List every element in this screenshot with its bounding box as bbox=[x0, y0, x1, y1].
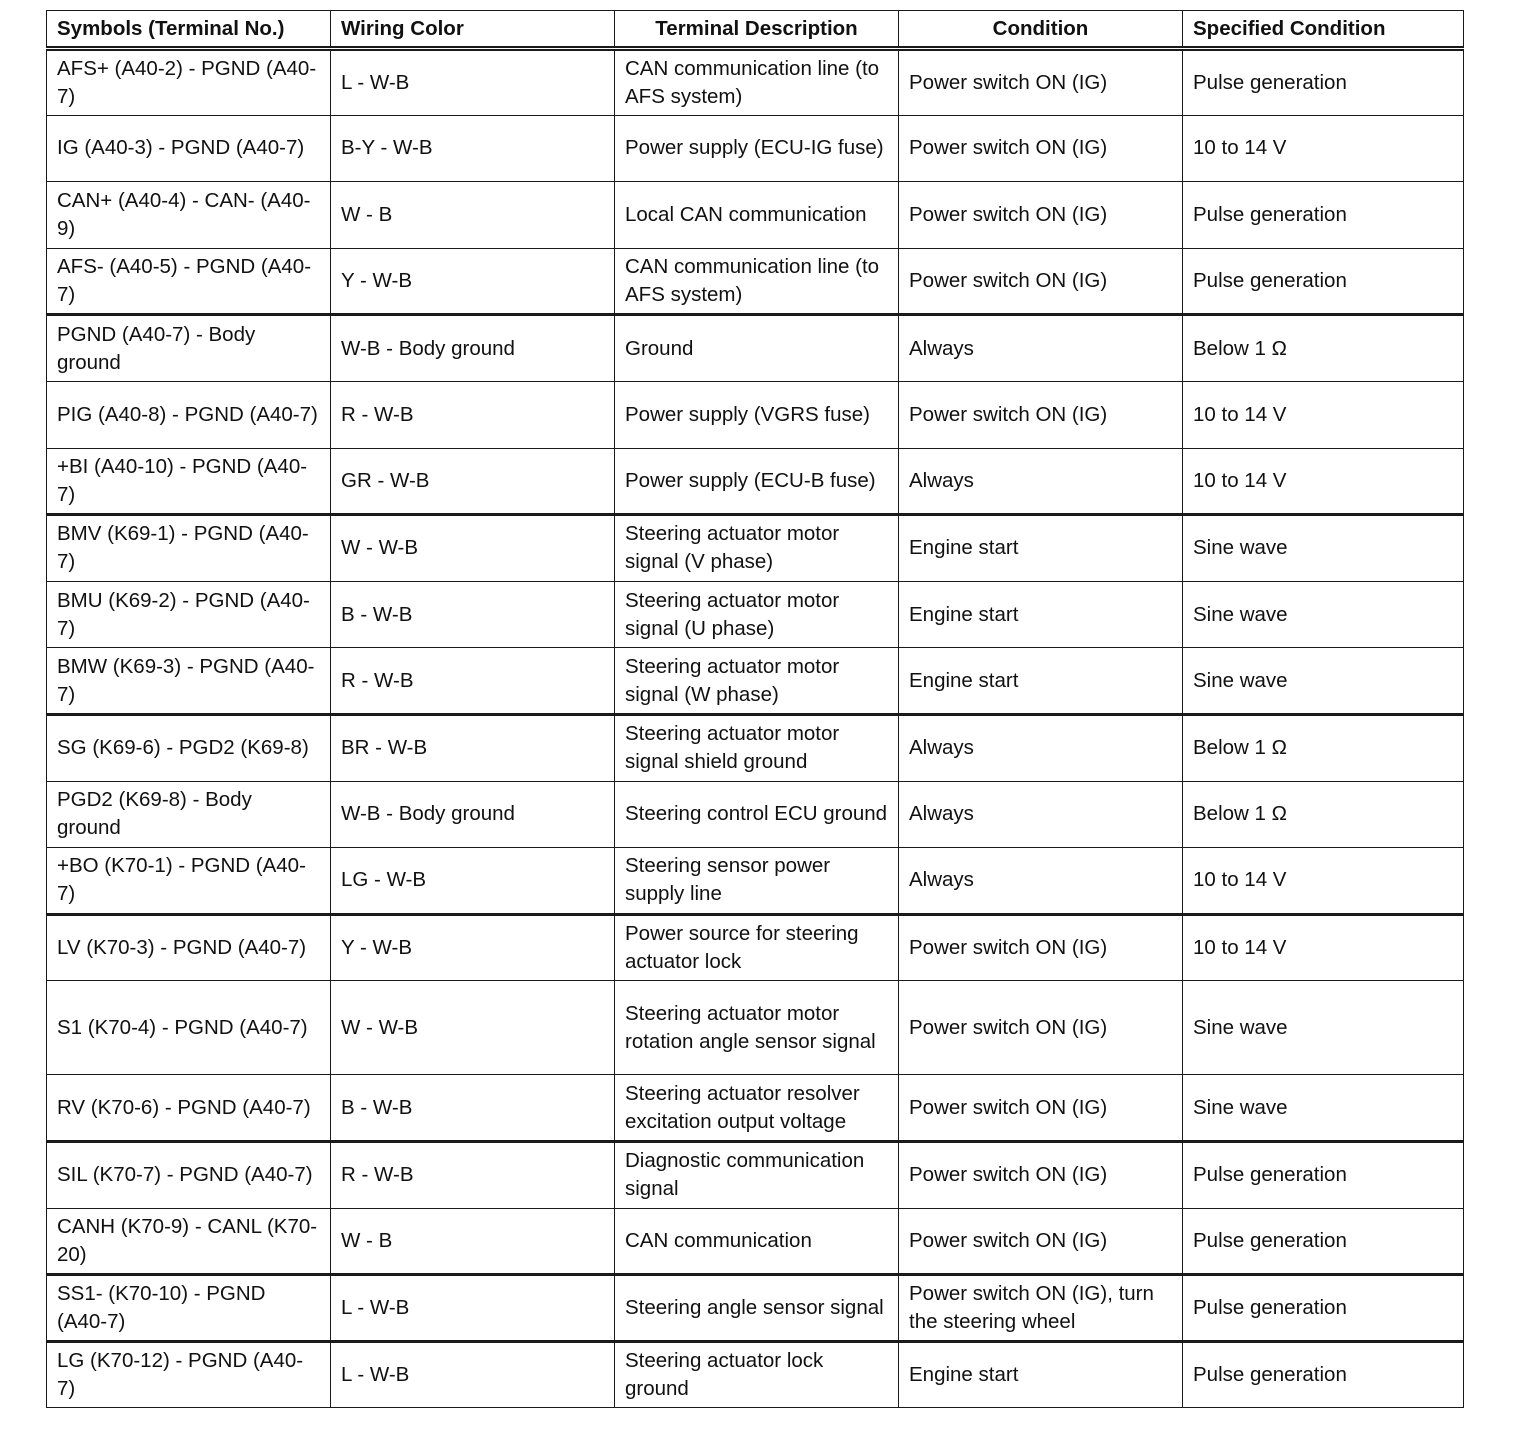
cell-terminal-description: Diagnostic communication signal bbox=[615, 1141, 899, 1208]
cell-condition: Power switch ON (IG) bbox=[899, 182, 1183, 249]
cell-condition: Power switch ON (IG) bbox=[899, 914, 1183, 981]
cell-condition: Power switch ON (IG) bbox=[899, 115, 1183, 182]
cell-symbols: SIL (K70-7) - PGND (A40-7) bbox=[47, 1141, 331, 1208]
table-row bbox=[47, 1075, 1464, 1142]
cell-wiring-color: R - W-B bbox=[331, 648, 615, 715]
cell-terminal-description: Steering control ECU ground bbox=[615, 781, 899, 848]
cell-specified-condition: 10 to 14 V bbox=[1183, 848, 1464, 915]
table-row bbox=[47, 315, 1464, 382]
table-row bbox=[47, 781, 1464, 848]
cell-terminal-description: Ground bbox=[615, 315, 899, 382]
cell-wiring-color: R - W-B bbox=[331, 1141, 615, 1208]
cell-condition: Power switch ON (IG), turn the steering wheel bbox=[899, 1275, 1183, 1342]
header-condition: Condition bbox=[899, 11, 1183, 49]
cell-wiring-color: B - W-B bbox=[331, 1075, 615, 1142]
cell-symbols: LG (K70-12) - PGND (A40-7) bbox=[47, 1341, 331, 1408]
cell-condition: Power switch ON (IG) bbox=[899, 1208, 1183, 1275]
cell-symbols: +BI (A40-10) - PGND (A40-7) bbox=[47, 448, 331, 515]
header-wiring-color: Wiring Color bbox=[331, 11, 615, 49]
cell-condition: Always bbox=[899, 848, 1183, 915]
cell-condition: Always bbox=[899, 781, 1183, 848]
cell-symbols: +BO (K70-1) - PGND (A40-7) bbox=[47, 848, 331, 915]
table-row bbox=[47, 115, 1464, 182]
cell-condition: Power switch ON (IG) bbox=[899, 49, 1183, 116]
table-row bbox=[47, 848, 1464, 915]
cell-symbols: S1 (K70-4) - PGND (A40-7) bbox=[47, 981, 331, 1075]
cell-condition: Engine start bbox=[899, 581, 1183, 648]
cell-terminal-description: Power supply (ECU-IG fuse) bbox=[615, 115, 899, 182]
cell-wiring-color: W - W-B bbox=[331, 515, 615, 582]
cell-wiring-color: W - B bbox=[331, 182, 615, 249]
cell-wiring-color: R - W-B bbox=[331, 381, 615, 448]
cell-condition: Power switch ON (IG) bbox=[899, 1075, 1183, 1142]
cell-symbols: BMU (K69-2) - PGND (A40-7) bbox=[47, 581, 331, 648]
cell-symbols: CAN+ (A40-4) - CAN- (A40-9) bbox=[47, 182, 331, 249]
cell-terminal-description: Steering actuator motor signal (V phase) bbox=[615, 515, 899, 582]
cell-specified-condition: Below 1 Ω bbox=[1183, 781, 1464, 848]
table-header-row bbox=[47, 11, 1464, 49]
table-row bbox=[47, 381, 1464, 448]
table-row bbox=[47, 581, 1464, 648]
cell-condition: Always bbox=[899, 714, 1183, 781]
cell-wiring-color: Y - W-B bbox=[331, 914, 615, 981]
table-row bbox=[47, 248, 1464, 315]
cell-condition: Power switch ON (IG) bbox=[899, 981, 1183, 1075]
cell-specified-condition: 10 to 14 V bbox=[1183, 115, 1464, 182]
cell-specified-condition: Pulse generation bbox=[1183, 248, 1464, 315]
cell-specified-condition: Pulse generation bbox=[1183, 1275, 1464, 1342]
table-row bbox=[47, 981, 1464, 1075]
cell-symbols: SG (K69-6) - PGD2 (K69-8) bbox=[47, 714, 331, 781]
cell-terminal-description: Steering actuator resolver excitation output voltage bbox=[615, 1075, 899, 1142]
cell-specified-condition: Pulse generation bbox=[1183, 1141, 1464, 1208]
cell-wiring-color: L - W-B bbox=[331, 49, 615, 116]
cell-condition: Always bbox=[899, 315, 1183, 382]
cell-condition: Power switch ON (IG) bbox=[899, 381, 1183, 448]
cell-specified-condition: Below 1 Ω bbox=[1183, 714, 1464, 781]
cell-symbols: BMV (K69-1) - PGND (A40-7) bbox=[47, 515, 331, 582]
cell-terminal-description: Steering actuator motor signal (U phase) bbox=[615, 581, 899, 648]
table-row bbox=[47, 714, 1464, 781]
cell-terminal-description: CAN communication line (to AFS system) bbox=[615, 49, 899, 116]
cell-symbols: PIG (A40-8) - PGND (A40-7) bbox=[47, 381, 331, 448]
header-terminal-description: Terminal Description bbox=[615, 11, 899, 49]
table-row bbox=[47, 49, 1464, 116]
cell-specified-condition: 10 to 14 V bbox=[1183, 914, 1464, 981]
cell-symbols: BMW (K69-3) - PGND (A40-7) bbox=[47, 648, 331, 715]
cell-symbols: CANH (K70-9) - CANL (K70-20) bbox=[47, 1208, 331, 1275]
cell-wiring-color: L - W-B bbox=[331, 1341, 615, 1408]
cell-terminal-description: Steering actuator motor rotation angle sensor signal bbox=[615, 981, 899, 1075]
cell-terminal-description: Steering actuator motor signal shield ground bbox=[615, 714, 899, 781]
cell-wiring-color: B-Y - W-B bbox=[331, 115, 615, 182]
terminal-spec-table bbox=[46, 10, 1464, 1408]
cell-wiring-color: BR - W-B bbox=[331, 714, 615, 781]
cell-terminal-description: Power supply (VGRS fuse) bbox=[615, 381, 899, 448]
table-row bbox=[47, 1141, 1464, 1208]
cell-terminal-description: Power source for steering actuator lock bbox=[615, 914, 899, 981]
cell-wiring-color: L - W-B bbox=[331, 1275, 615, 1342]
cell-symbols: PGD2 (K69-8) - Body ground bbox=[47, 781, 331, 848]
cell-specified-condition: Sine wave bbox=[1183, 981, 1464, 1075]
table-row bbox=[47, 914, 1464, 981]
cell-terminal-description: CAN communication line (to AFS system) bbox=[615, 248, 899, 315]
cell-condition: Always bbox=[899, 448, 1183, 515]
cell-wiring-color: LG - W-B bbox=[331, 848, 615, 915]
table-row bbox=[47, 1341, 1464, 1408]
cell-specified-condition: Below 1 Ω bbox=[1183, 315, 1464, 382]
table-row bbox=[47, 1208, 1464, 1275]
table-row bbox=[47, 1275, 1464, 1342]
cell-specified-condition: 10 to 14 V bbox=[1183, 448, 1464, 515]
cell-wiring-color: GR - W-B bbox=[331, 448, 615, 515]
cell-wiring-color: W - W-B bbox=[331, 981, 615, 1075]
cell-specified-condition: Sine wave bbox=[1183, 1075, 1464, 1142]
cell-condition: Engine start bbox=[899, 648, 1183, 715]
cell-condition: Engine start bbox=[899, 1341, 1183, 1408]
cell-wiring-color: Y - W-B bbox=[331, 248, 615, 315]
cell-wiring-color: B - W-B bbox=[331, 581, 615, 648]
cell-symbols: AFS- (A40-5) - PGND (A40-7) bbox=[47, 248, 331, 315]
cell-specified-condition: Pulse generation bbox=[1183, 49, 1464, 116]
cell-terminal-description: Steering angle sensor signal bbox=[615, 1275, 899, 1342]
table-row bbox=[47, 448, 1464, 515]
table-row bbox=[47, 182, 1464, 249]
cell-terminal-description: Steering sensor power supply line bbox=[615, 848, 899, 915]
cell-specified-condition: 10 to 14 V bbox=[1183, 381, 1464, 448]
cell-terminal-description: Steering actuator lock ground bbox=[615, 1341, 899, 1408]
cell-wiring-color: W - B bbox=[331, 1208, 615, 1275]
header-symbols: Symbols (Terminal No.) bbox=[47, 11, 331, 49]
cell-specified-condition: Sine wave bbox=[1183, 581, 1464, 648]
cell-specified-condition: Sine wave bbox=[1183, 648, 1464, 715]
cell-terminal-description: Power supply (ECU-B fuse) bbox=[615, 448, 899, 515]
cell-terminal-description: Local CAN communication bbox=[615, 182, 899, 249]
cell-symbols: AFS+ (A40-2) - PGND (A40-7) bbox=[47, 49, 331, 116]
cell-condition: Engine start bbox=[899, 515, 1183, 582]
cell-specified-condition: Pulse generation bbox=[1183, 1208, 1464, 1275]
cell-specified-condition: Pulse generation bbox=[1183, 182, 1464, 249]
table-row bbox=[47, 648, 1464, 715]
cell-symbols: SS1- (K70-10) - PGND (A40-7) bbox=[47, 1275, 331, 1342]
cell-symbols: RV (K70-6) - PGND (A40-7) bbox=[47, 1075, 331, 1142]
cell-symbols: LV (K70-3) - PGND (A40-7) bbox=[47, 914, 331, 981]
cell-wiring-color: W-B - Body ground bbox=[331, 781, 615, 848]
cell-specified-condition: Pulse generation bbox=[1183, 1341, 1464, 1408]
cell-terminal-description: CAN communication bbox=[615, 1208, 899, 1275]
header-specified-condition: Specified Condition bbox=[1183, 11, 1464, 49]
cell-condition: Power switch ON (IG) bbox=[899, 1141, 1183, 1208]
cell-symbols: IG (A40-3) - PGND (A40-7) bbox=[47, 115, 331, 182]
cell-wiring-color: W-B - Body ground bbox=[331, 315, 615, 382]
cell-specified-condition: Sine wave bbox=[1183, 515, 1464, 582]
cell-terminal-description: Steering actuator motor signal (W phase) bbox=[615, 648, 899, 715]
cell-symbols: PGND (A40-7) - Body ground bbox=[47, 315, 331, 382]
cell-condition: Power switch ON (IG) bbox=[899, 248, 1183, 315]
table-row bbox=[47, 515, 1464, 582]
